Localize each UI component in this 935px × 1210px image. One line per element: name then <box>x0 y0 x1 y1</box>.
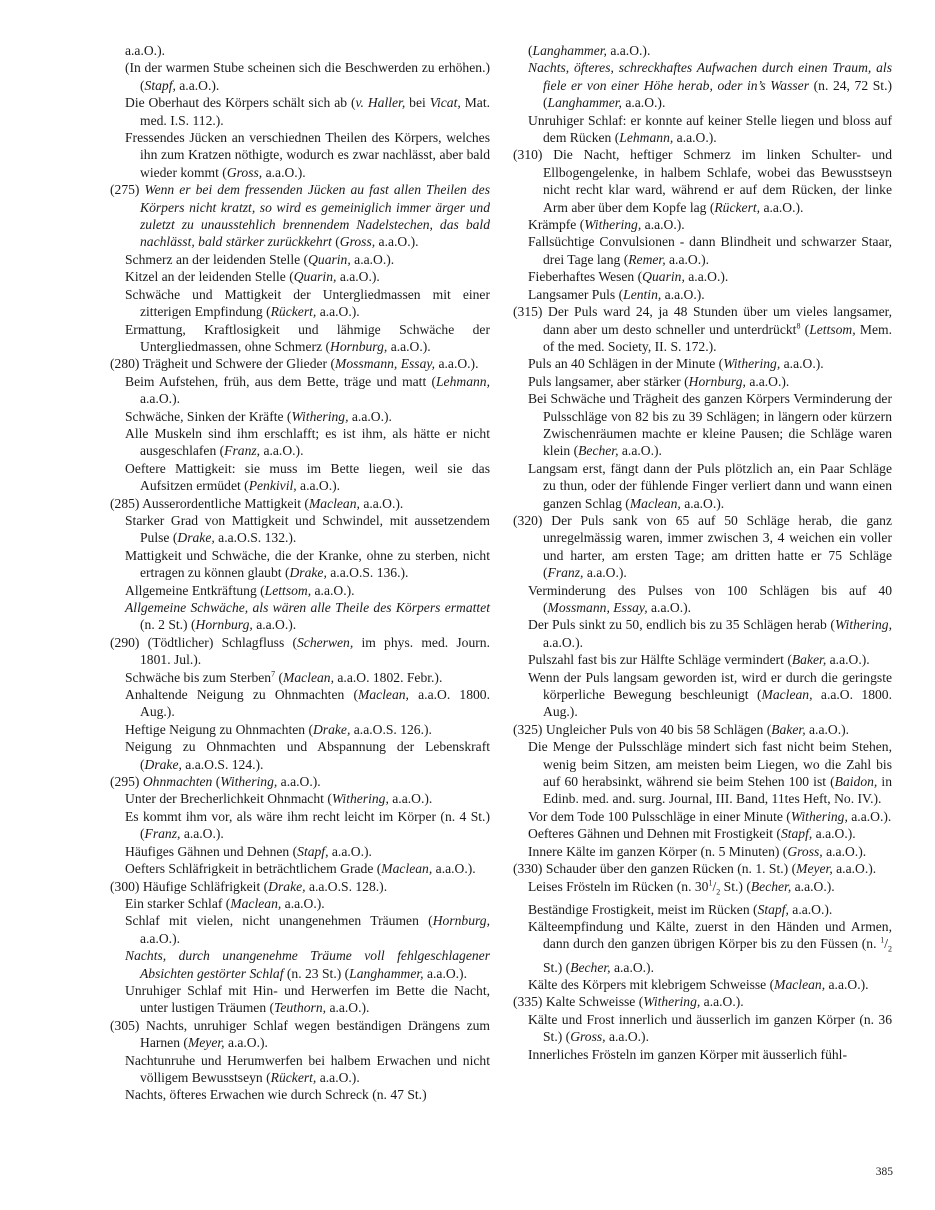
symptom-entry: Verminderung des Pulses von 100 Schlägen bis auf 40 (Mossmann, Essay, a.a.O.). <box>528 582 892 615</box>
numbered-entry: (330) Schauder über den ganzen Rücken (n. 1. St.) (Meyer, a.a.O.). <box>513 861 877 877</box>
numbered-entry: (335) Kalte Schweisse (Withering, a.a.O.). <box>513 994 744 1010</box>
symptom-entry: Schmerz an der leidenden Stelle (Quarin, a.a.O.). <box>125 251 395 267</box>
symptom-entry: Mattigkeit und Schwäche, die der Kranke, ohne zu sterben, nicht ertragen zu können glaubt (Drake, a.a.O.S. 136.). <box>125 547 490 581</box>
symptom-entry: Innere Kälte im ganzen Körper (n. 5 Minuten) (Gross, a.a.O.). <box>528 843 867 859</box>
symptom-entry: Die Oberhaut des Körpers schält sich ab (v. Haller, bei Vicat, Mat. med. I.S. 112.). <box>125 95 490 128</box>
numbered-entry: (305) Nachts, unruhiger Schlaf wegen beständigen Drängens zum Harnen (Meyer, a.a.O.). <box>110 1017 490 1051</box>
symptom-entry: Langsamer Puls (Lentin, a.a.O.). <box>528 286 705 302</box>
right-column <box>513 42 892 1063</box>
numbered-entry: (280) Trägheit und Schwere der Glieder (Mossmann, Essay, a.a.O.). <box>110 356 479 372</box>
symptom-entry: Kälteempfindung und Kälte, zuerst in den Händen und Armen, dann durch den ganzen übrigen Körper bis zu den Füssen (n. $^1/_2$ St.) (Becher, a.a.O.). <box>528 919 892 975</box>
symptom-entry: Unruhiger Schlaf mit Hin- und Herwerfen im Bette die Nacht, unter lustigen Träumen (Teuthorn, a.a.O.). <box>125 982 490 1016</box>
symptom-entry: Oeftere Mattigkeit: sie muss im Bette liegen, weil sie das Aufsitzen ermüdet (Penkivil, a.a.O.). <box>125 460 490 494</box>
symptom-entry: Bei Schwäche und Trägheit des ganzen Körpers Verminderung der Pulsschläge von 82 bis zu 39 Schlägen; in längern oder kürzern Zwischenräumen machte er kleine Pausen; die Schläge waren klein (Becher, a.a.O.). <box>528 391 892 459</box>
left-column <box>110 42 490 1104</box>
numbered-entry: (285) Ausserordentliche Mattigkeit (Maclean, a.a.O.). <box>110 495 404 511</box>
symptom-entry: Krämpfe (Withering, a.a.O.). <box>528 217 685 233</box>
symptom-entry: Neigung zu Ohnmachten und Abspannung der Lebenskraft (Drake, a.a.O.S. 124.). <box>125 739 490 772</box>
numbered-entry: (310) Die Nacht, heftiger Schmerz im linken Schulter- und Ellbogengelenke, in halbem Schlafe, wobei das Bewusstseyn nicht recht klar ward, während er auf dem Rücken, der linke Arm aber über dem Kopfe lag (Rückert, a.a.O.). <box>513 147 892 215</box>
symptom-entry: Schwäche bis zum Sterben$^7$ (Maclean, a.a.O. 1802. Febr.). <box>125 669 443 685</box>
symptom-entry: Unruhiger Schlaf: er konnte auf keiner Stelle liegen und bloss auf dem Rücken (Lehmann, a.a.O.). <box>528 112 892 146</box>
symptom-entry: Es kommt ihm vor, als wäre ihm recht leicht im Körper (n. 4 St.) (Franz, a.a.O.). <box>125 808 490 842</box>
numbered-entry: (290) (Tödtlicher) Schlagfluss (Scherwen, im phys. med. Journ. 1801. Jul.). <box>110 634 490 668</box>
symptom-entry: Nachtunruhe und Herumwerfen bei halbem Erwachen und nicht völligem Bewusstseyn (Rückert, a.a.O.). <box>125 1052 490 1085</box>
symptom-entry: Häufiges Gähnen und Dehnen (Stapf, a.a.O.). <box>125 843 372 859</box>
symptom-entry: Die Menge der Pulsschläge mindert sich fast nicht beim Stehen, wenig beim Sitzen, am meisten beim Liegen, wo die Zahl bis auf 60 herabsinkt, während sie beim Stehen 100 ist (Baidon, in Edinb. med. and. surg. Journal, III. Band, 11tes Heft, No. IV.). <box>528 739 892 807</box>
symptom-entry: Heftige Neigung zu Ohnmachten (Drake, a.a.O.S. 126.). <box>125 721 432 737</box>
symptom-entry: Puls an 40 Schlägen in der Minute (Withering, a.a.O.). <box>528 356 824 372</box>
symptom-entry: Schlaf mit vielen, nicht unangenehmen Träumen (Hornburg, a.a.O.). <box>125 913 490 946</box>
symptom-entry: (Langhammer, a.a.O.). <box>528 43 651 58</box>
symptom-entry: (In der warmen Stube scheinen sich die Beschwerden zu erhöhen.) (Stapf, a.a.O.). <box>125 60 490 93</box>
symptom-entry: Ein starker Schlaf (Maclean, a.a.O.). <box>125 895 325 911</box>
page-number: 385 <box>875 1166 893 1178</box>
symptom-entry: Leises Frösteln im Rücken (n. $30^1/_2$ St.) (Becher, a.a.O.). <box>528 877 835 897</box>
symptom-entry: Fallsüchtige Convulsionen - dann Blindheit und schwarzer Staar, drei Tage lang (Remer, a.a.O.). <box>528 234 892 267</box>
symptom-entry: Starker Grad von Mattigkeit und Schwindel, mit aussetzendem Pulse (Drake, a.a.O.S. 132.). <box>125 512 490 546</box>
symptom-entry: Der Puls sinkt zu 50, endlich bis zu 35 Schlägen herab (Withering, a.a.O.). <box>528 617 892 650</box>
symptom-entry: Beim Aufstehen, früh, aus dem Bette, träge und matt (Lehmann, a.a.O.). <box>125 373 490 407</box>
symptom-entry: Unter der Brecherlichkeit Ohnmacht (Withering, a.a.O.). <box>125 791 433 807</box>
numbered-entry: (325) Ungleicher Puls von 40 bis 58 Schlägen (Baker, a.a.O.). <box>513 721 850 737</box>
symptom-entry: Schwäche und Mattigkeit der Untergliedmassen mit einer zitterigen Empfindung (Rückert, a.a.O.). <box>125 286 490 320</box>
symptom-entry: Wenn der Puls langsam geworden ist, wird er durch die geringste körperliche Bewegung beschleunigt (Maclean, a.a.O. 1800. Aug.). <box>528 669 892 720</box>
symptom-entry: Schwäche, Sinken der Kräfte (Withering, a.a.O.). <box>125 408 392 424</box>
symptom-entry: Nachts, öfteres, schreckhaftes Aufwachen durch einen Traum, als fiele er von einer Höhe herab, oder in’s Wasser (n. 24, 72 St.) (Langhammer, a.a.O.). <box>528 60 893 111</box>
symptom-entry: Ermattung, Kraftlosigkeit und lähmige Schwäche der Untergliedmassen, ohne Schmerz (Hornburg, a.a.O.). <box>125 321 490 354</box>
symptom-entry: Kitzel an der leidenden Stelle (Quarin, a.a.O.). <box>125 269 380 285</box>
symptom-entry: Fressendes Jücken an verschiednen Theilen des Körpers, welches ihn zum Kratzen nöthigte, wodurch es zwar nachlässt, aber bald wieder kommt (Gross, a.a.O.). <box>125 130 490 180</box>
symptom-entry: Anhaltende Neigung zu Ohnmachten (Maclean, a.a.O. 1800. Aug.). <box>125 687 490 720</box>
symptom-entry: Nachts, öfteres Erwachen wie durch Schreck (n. 47 St.) <box>125 1087 427 1103</box>
symptom-entry: Innerliches Frösteln im ganzen Körper mit äusserlich fühl- <box>528 1046 847 1062</box>
symptom-entry: Puls langsamer, aber stärker (Hornburg, a.a.O.). <box>528 373 790 389</box>
numbered-entry: (295) Ohnmachten (Withering, a.a.O.). <box>110 774 321 790</box>
symptom-entry: Kälte des Körpers mit klebrigem Schweisse (Maclean, a.a.O.). <box>528 976 869 992</box>
symptom-entry: a.a.O.). <box>125 43 166 58</box>
numbered-entry: (300) Häufige Schläfrigkeit (Drake, a.a.O.S. 128.). <box>110 878 388 894</box>
symptom-entry: Fieberhaftes Wesen (Quarin, a.a.O.). <box>528 269 729 285</box>
symptom-entry: Beständige Frostigkeit, meist im Rücken (Stapf, a.a.O.). <box>528 901 833 917</box>
symptom-entry: Allgemeine Schwäche, als wären alle Theile des Körpers ermattet (n. 2 St.) (Hornburg, a.a.O.). <box>125 600 490 633</box>
numbered-entry: (320) Der Puls sank von 65 auf 50 Schläge herab, die ganz unregelmässig waren, immer zwischen 3, 4 weichen ein voller und harter, am ersten Tage; am dritten hatte er 75 Schläge (Franz, a.a.O.). <box>513 512 892 581</box>
symptom-entry: Alle Muskeln sind ihm erschlafft; es ist ihm, als hätte er nicht ausgeschlafen (Franz, a.a.O.). <box>125 425 490 459</box>
symptom-entry: Pulszahl fast bis zur Hälfte Schläge vermindert (Baker, a.a.O.). <box>528 652 870 668</box>
symptom-entry: Nachts, durch unangenehme Träume voll fehlgeschlagener Absichten gestörter Schlaf (n. 23 St.) (Langhammer, a.a.O.). <box>125 948 490 981</box>
symptom-entry: Oefteres Gähnen und Dehnen mit Frostigkeit (Stapf, a.a.O.). <box>528 826 856 842</box>
symptom-entry: Oefters Schläfrigkeit in beträchtlichem Grade (Maclean, a.a.O.). <box>125 861 476 877</box>
symptom-entry: Langsam erst, fängt dann der Puls plötzlich an, ein Paar Schläge zu thun, oder der fühlende Finger verliert dann und wann einen ganzen Schlag (Maclean, a.a.O.). <box>528 460 892 511</box>
symptom-entry: Kälte und Frost innerlich und äusserlich im ganzen Körper (n. 36 St.) (Gross, a.a.O.). <box>528 1011 892 1045</box>
symptom-entry: Allgemeine Entkräftung (Lettsom, a.a.O.). <box>125 582 355 598</box>
numbered-entry: (315) Der Puls ward 24, ja 48 Stunden über um vieles langsamer, dann aber um desto schneller und unterdrückt$^8$ (Lettsom, Mem. of the med. Society, II. S. 172.). <box>513 304 892 354</box>
symptom-entry: Vor dem Tode 100 Pulsschläge in einer Minute (Withering, a.a.O.). <box>528 808 892 824</box>
numbered-entry: (275) Wenn er bei dem fressenden Jücken au fast allen Theilen des Körpers nicht kratzt, so wird es gemeiniglich immer ärger und zuletzt zu unausstehlich brennendem Nadelstechen, das bald nachlässt, bald stärker zurückkehrt (Gross, a.a.O.). <box>110 182 490 250</box>
